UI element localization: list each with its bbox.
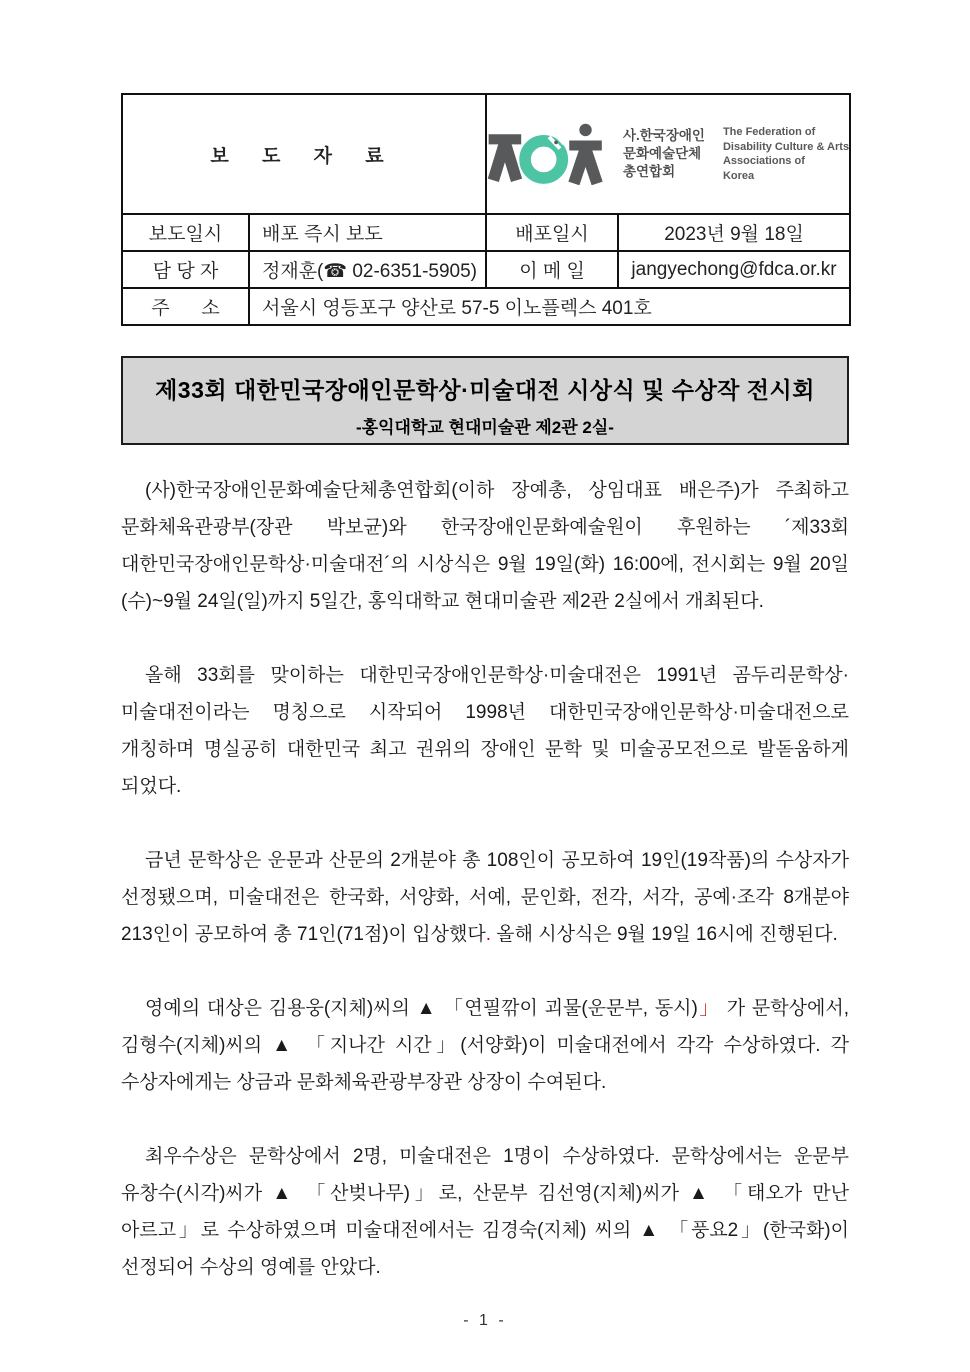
page-number: - 1 - (463, 1312, 507, 1329)
label-email: 이 메 일 (486, 251, 618, 288)
value-email: jangyechong@fdca.or.kr (618, 251, 850, 288)
label-distribution-date: 배포일시 (486, 214, 618, 251)
value-press-date: 배포 즉시 보도 (249, 214, 486, 251)
org-name-korean-line: 사.한국장애인 (622, 128, 705, 143)
body-paragraph (121, 842, 849, 953)
text-run: 금년 문학상은 운문과 산문의 2개분야 총 108인이 공모하여 19인(19작품)의 수상자가 선정됐으며, 미술대전은 한국화, 서양화, 서예, 문인화, 전각, 서각, 공예·조각 8개분야 213인이 공모하여 총 71인(71점)이 입상했다 (121, 850, 849, 945)
text-run: 가 문학상에서, 김형수(지체)씨의 ▲ 「지나간 시간」(서양화)이 미술대전에서 각각 수상하였다. 각 수상자에게는 상금과 문화체육관광부장관 상장이 수여된다. (121, 998, 849, 1093)
table-row (122, 251, 850, 288)
org-logo-mark-icon (487, 123, 605, 185)
value-contact-person: 정재훈(☎ 02-6351-5905) (249, 251, 486, 288)
text-run: 최우수상은 문학상에서 2명, 미술대전은 1명이 수상하였다. 문학상에서는 운문부 유창수(시각)씨가 ▲ 「산벚나무)」로, 산문부 김선영(지체)씨가 ▲ 「태오가 만난 아르고」로 수상하였으며 미술대전에서는 김경숙(지체) 씨의 ▲ 「풍요2」(한국화)이 선정되어 수상의 영예를 안았다. (121, 1146, 849, 1278)
org-name-english-line: Korea (722, 169, 755, 182)
header-title-row (122, 94, 850, 214)
body-paragraph (121, 990, 849, 1101)
headline-box (121, 356, 849, 445)
headline-title: 제33회 대한민국장애인문학상·미술대전 시상식 및 수상작 전시회 (155, 377, 815, 403)
body-paragraph (121, 472, 849, 620)
press-release-header-table (121, 93, 851, 326)
document-type-title: 보 도 자 료 (122, 94, 486, 214)
org-name-english-line: Associations of (722, 155, 805, 167)
headline-subtitle: -홍익대학교 현대미술관 제2관 2실- (356, 418, 614, 437)
body-paragraphs (121, 472, 849, 1286)
text-run: 올해 33회를 맞이하는 대한민국장애인문학상·미술대전은 1991년 곰두리문학상·미술대전이라는 명칭으로 시작되어 1998년 대한민국장애인문학상·미술대전으로 개칭하며 명실공히 대한민국 최고 권위의 장애인 문학 및 미술공모전으로 발돋움하게 되었다. (121, 665, 849, 797)
org-logo (491, 123, 850, 185)
text-run: 영예의 대상은 김용웅(지체)씨의 ▲ 「연필깎이 괴물(운문부, 동시) (145, 998, 698, 1019)
table-row (122, 288, 850, 325)
org-name-english-line: Disability Culture & Arts (722, 140, 850, 153)
org-name-korean-line: 문화예술단체 (622, 146, 702, 161)
org-name-korean-line: 총연합회 (622, 164, 676, 179)
org-name-korean (623, 127, 705, 181)
org-name-english-line: The Federation of (722, 126, 816, 138)
table-row (122, 214, 850, 251)
label-press-date: 보도일시 (122, 214, 249, 251)
text-run-red: 」 (697, 998, 720, 1019)
body-paragraph (121, 1138, 849, 1286)
org-name-english (723, 125, 849, 183)
label-address: 주 소 (122, 288, 249, 325)
value-address: 서울시 영등포구 양산로 57-5 이노플렉스 401호 (249, 288, 850, 325)
body-paragraph (121, 657, 849, 805)
value-distribution-date: 2023년 9월 18일 (618, 214, 850, 251)
text-run: (사)한국장애인문화예술단체총연합회(이하 장예총, 상임대표 배은주)가 주최하고 문화체육관광부(장관 박보균)와 한국장애인문화예술원이 후원하는 ´제33회 대한민국장애인문학상·미술대전´의 시상식은 9월 19일(화) 16:00에, 전시회는 9월 20일(수)~9월 24일(일)까지 5일간, 홍익대학교 현대미술관 제2관 2실에서 개최된다. (121, 480, 849, 612)
label-contact-person: 담 당 자 (122, 251, 249, 288)
logo-cell (486, 94, 850, 214)
text-run: 올해 시상식은 9월 19일 16시에 진행된다. (490, 924, 838, 945)
text-run-red: . (485, 924, 491, 945)
